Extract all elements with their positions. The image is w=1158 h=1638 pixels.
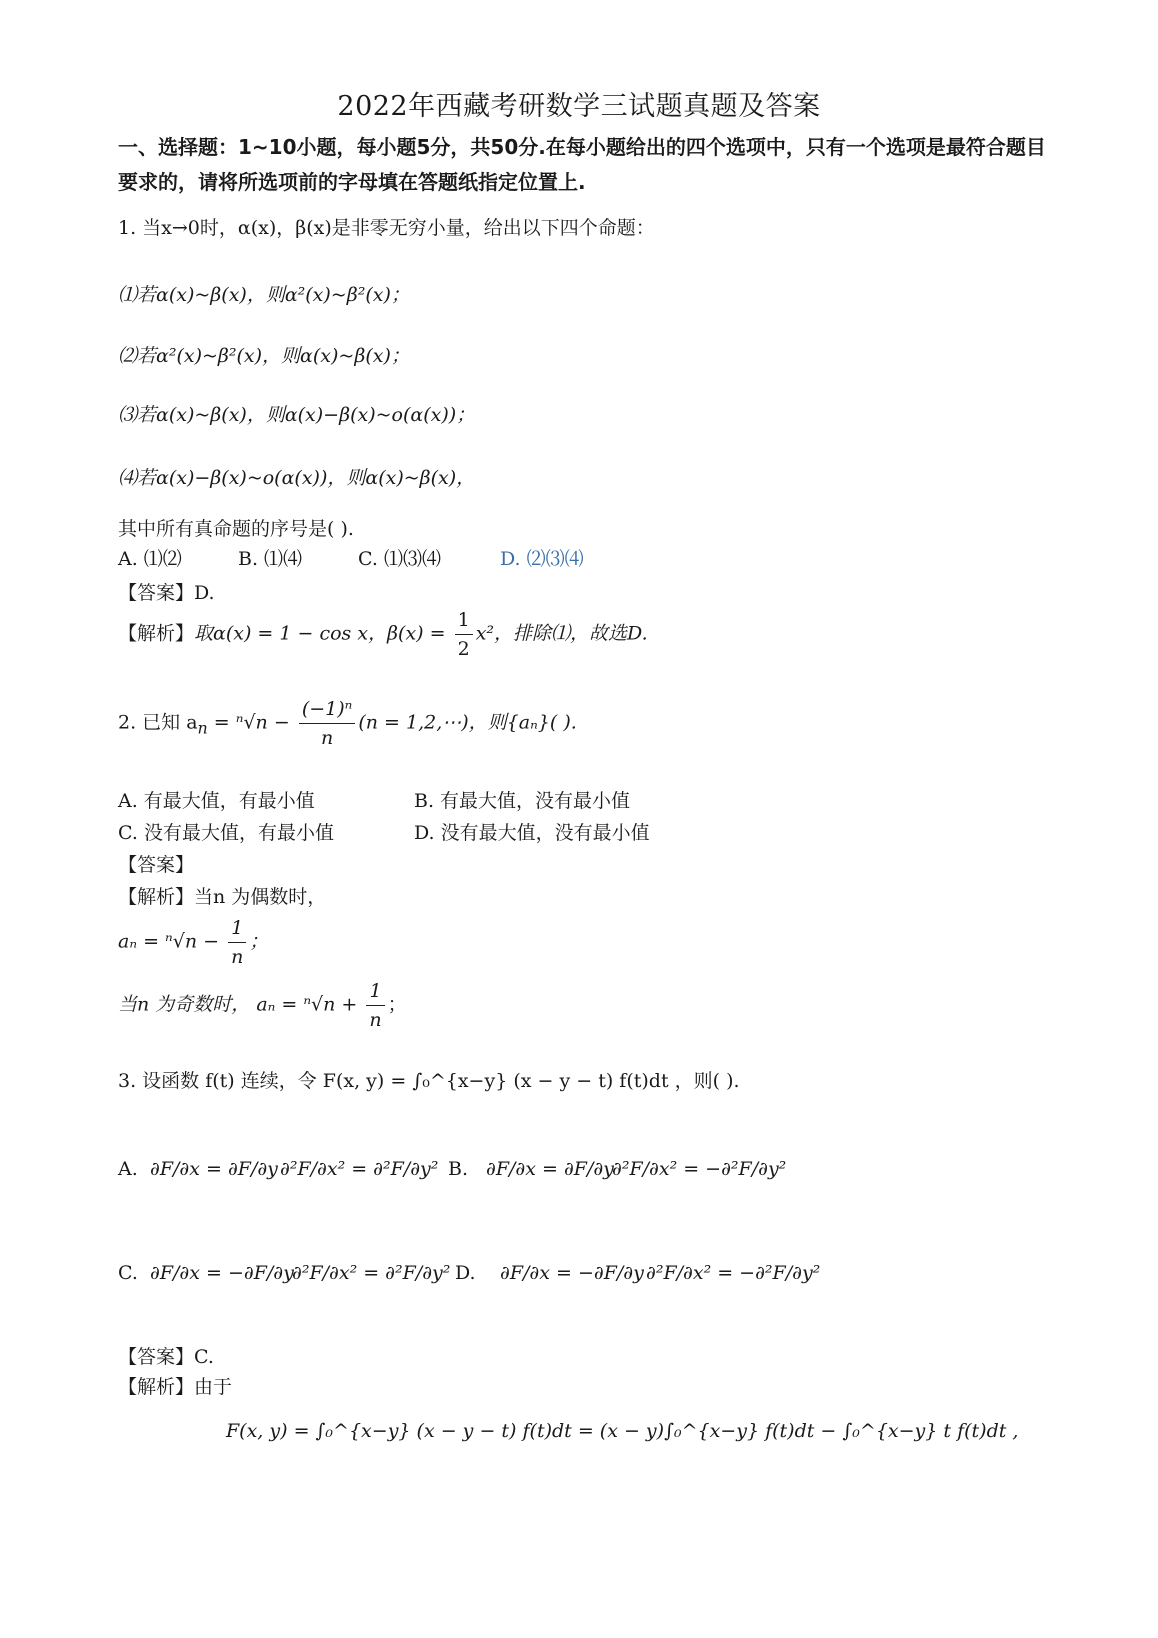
fraction-numerator: 1 [366,977,384,1006]
q1-stem: 1. 当x→0时，α(x)，β(x)是非零无穷小量，给出以下四个命题： [118,217,655,239]
q3-option-c-eq1: ∂F/∂x = −∂F/∂y [150,1262,294,1284]
q3-option-a-label: A. [118,1158,138,1180]
fraction-numerator: (−1)ⁿ [299,695,356,724]
q2-option-b: B. 有最大值，没有最小值 [414,790,631,812]
q2-option-c: C. 没有最大值，有最小值 [118,822,334,844]
section-heading: 一、选择题：1~10小题，每小题5分，共50分.在每小题给出的四个选项中，只有一个选项是最符合题目要求的，请将所选项前的字母填在答题纸指定位置上. [118,135,1046,194]
page-title: 2022年西藏考研数学三试题真题及答案 [337,91,821,122]
fraction-denominator: n [231,946,244,968]
q1-option-a: A. ⑴⑵ [118,548,182,570]
q2-even-fraction [228,914,246,971]
q1-analysis-text: 取α(x) = 1 − cos x，β(x) = [194,622,446,645]
q2-stem-mid: = ⁿ√n − [207,711,290,734]
q2-even-tail: ； [249,930,269,953]
q2-stem-subscript: n [197,718,208,738]
q1-option-c: C. ⑴⑶⑷ [358,548,441,570]
q3-option-b-label: B. [448,1158,469,1180]
q1-question: 其中所有真命题的序号是( ). [118,518,354,540]
q2-stem-tail: (n = 1,2,⋯)，则{aₙ}( ). [358,711,577,734]
fraction-numerator: 1 [455,606,473,635]
q1-option-d: D. ⑵⑶⑷ [500,548,584,570]
q2-stem [118,695,577,752]
q1-proposition-2: ⑵若α²(x)~β²(x)，则α(x)~β(x)； [118,345,410,367]
q3-stem: 3. 设函数 f(t) 连续，令 F(x, y) = ∫₀^{x−y} (x − y − t) f(t)dt ，则( ). [118,1070,740,1092]
q2-analysis [118,882,326,909]
q3-option-b-eq2: ∂²F/∂x² = −∂²F/∂y² [612,1158,787,1180]
q1-analysis-tail: x²，排除⑴，故选D. [475,622,648,645]
q1-proposition-3: ⑶若α(x)~β(x)，则α(x)−β(x)~o(α(x))； [118,404,476,426]
q2-odd-case [118,977,407,1034]
q1-option-b: B. ⑴⑷ [238,548,303,570]
fraction-denominator: n [369,1009,382,1031]
q2-odd-fraction [366,977,384,1034]
q3-formula: F(x, y) = ∫₀^{x−y} (x − y − t) f(t)dt = (x − y)∫₀^{x−y} f(t)dt − ∫₀^{x−y} t f(t)dt , [226,1420,1019,1442]
q1-proposition-4: ⑷若α(x)−β(x)~o(α(x))，则α(x)~β(x)， [118,467,476,489]
q1-proposition-1: ⑴若α(x)~β(x)，则α²(x)~β²(x)； [118,284,410,306]
fraction-numerator: 1 [228,914,246,943]
q3-option-d-eq2: ∂²F/∂x² = −∂²F/∂y² [646,1262,821,1284]
q2-analysis-text: 当n 为偶数时， [194,886,327,908]
q2-odd-tail: ； [387,993,407,1016]
q3-option-b-eq1: ∂F/∂x = ∂F/∂y [486,1158,614,1180]
q3-option-a-eq1: ∂F/∂x = ∂F/∂y [150,1158,278,1180]
q3-option-c-label: C. [118,1262,138,1284]
q3-analysis-text: 由于 [194,1376,233,1398]
q2-answer: 【答案】 [118,854,195,876]
q1-analysis [118,606,648,663]
q2-stem-fraction [299,695,356,752]
q2-even-case [118,914,268,971]
q3-answer: 【答案】C. [118,1346,214,1368]
q2-option-d: D. 没有最大值，没有最小值 [414,822,650,844]
q2-even-lhs: aₙ = ⁿ√n − [118,930,220,953]
q3-option-a-eq2: ∂²F/∂x² = ∂²F/∂y² [280,1158,439,1180]
q3-option-c-eq2: ∂²F/∂x² = ∂²F/∂y² [292,1262,451,1284]
fraction-denominator: n [320,727,334,749]
q3-analysis-label: 【解析】 [118,1376,195,1398]
q3-option-d-eq1: ∂F/∂x = −∂F/∂y [500,1262,644,1284]
q3-option-d-label: D. [455,1262,476,1284]
q1-answer: 【答案】D. [118,582,215,604]
q2-odd-head: 当n 为奇数时， aₙ = ⁿ√n + [118,993,358,1016]
q3-analysis [118,1372,232,1399]
q1-analysis-fraction [455,606,473,663]
q2-stem-head: 2. 已知 a [118,711,198,734]
q2-analysis-label: 【解析】 [118,886,195,908]
fraction-denominator: 2 [457,638,470,660]
q2-option-a: A. 有最大值，有最小值 [118,790,315,812]
q1-analysis-label: 【解析】 [118,622,195,645]
